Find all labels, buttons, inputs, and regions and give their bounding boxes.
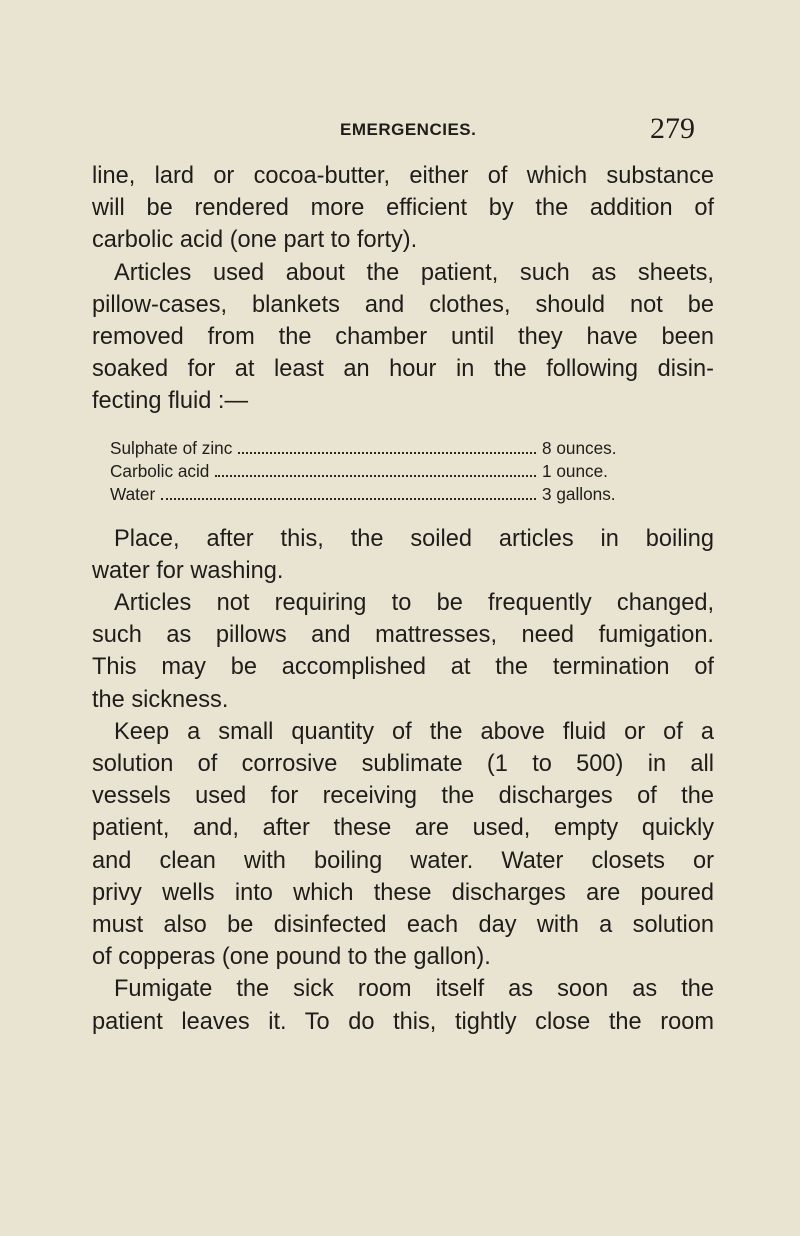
body-text bbox=[92, 160, 714, 1038]
text-line: removed from the chamber until they have been bbox=[92, 324, 714, 351]
text-line: soaked for at least an hour in the following disin- bbox=[92, 356, 714, 383]
text-line: such as pillows and mattresses, need fumigation. bbox=[92, 622, 714, 649]
paragraph-articles bbox=[92, 257, 714, 418]
page-number: 279 bbox=[650, 112, 695, 145]
text-line: of copperas (one pound to the gallon). bbox=[92, 944, 491, 971]
recipe-row bbox=[92, 437, 646, 460]
recipe-row bbox=[92, 460, 646, 483]
paragraph-place bbox=[92, 523, 714, 587]
text-line: must also be disinfected each day with a solution bbox=[92, 912, 714, 939]
paragraph-fumigate-room bbox=[92, 973, 714, 1037]
disinfecting-fluid-recipe bbox=[92, 437, 714, 506]
text-line: Articles not requiring to be frequently changed, bbox=[114, 590, 714, 617]
text-line: will be rendered more efficient by the addition of bbox=[92, 195, 714, 222]
text-line: Place, after this, the soiled articles in boiling bbox=[114, 525, 714, 552]
ingredient-quantity: 3 gallons. bbox=[542, 483, 616, 504]
text-line: privy wells into which these discharges are poured bbox=[92, 879, 714, 906]
ingredient-quantity: 8 ounces. bbox=[542, 437, 617, 458]
text-line: solution of corrosive sublimate (1 to 500) in all bbox=[92, 751, 714, 778]
text-line: Keep a small quantity of the above fluid or of a bbox=[114, 718, 714, 745]
ingredient-name: Sulphate of zinc bbox=[110, 437, 233, 458]
recipe-row bbox=[92, 483, 646, 506]
text-line: carbolic acid (one part to forty). bbox=[92, 227, 418, 254]
ingredient-name: Water bbox=[110, 483, 156, 504]
text-line: patient, and, after these are used, empty quickly bbox=[92, 815, 714, 842]
paragraph-keep-fluid bbox=[92, 716, 714, 974]
page-header bbox=[0, 112, 800, 152]
dot-leader bbox=[161, 498, 536, 500]
text-line: the sickness. bbox=[92, 686, 229, 713]
text-line: fecting fluid :— bbox=[92, 388, 249, 415]
ingredient-name: Carbolic acid bbox=[110, 460, 210, 481]
text-line: Fumigate the sick room itself as soon as the bbox=[114, 976, 714, 1003]
text-line: Articles used about the patient, such as sheets, bbox=[114, 259, 714, 286]
paragraph-continued bbox=[92, 160, 714, 257]
text-line: and clean with boiling water. Water closets or bbox=[92, 847, 714, 874]
text-line: patient leaves it. To do this, tightly close the room bbox=[92, 1008, 714, 1035]
text-line: vessels used for receiving the discharges of the bbox=[92, 783, 714, 810]
text-line: pillow-cases, blankets and clothes, should not be bbox=[92, 291, 714, 318]
text-line: This may be accomplished at the termination of bbox=[92, 654, 714, 681]
text-line: water for washing. bbox=[92, 557, 284, 584]
running-head: EMERGENCIES. bbox=[340, 120, 477, 139]
ingredient-quantity: 1 ounce. bbox=[542, 460, 608, 481]
text-line: line, lard or cocoa-butter, either of which substance bbox=[92, 163, 714, 189]
dot-leader bbox=[238, 452, 536, 454]
paragraph-fumigation bbox=[92, 587, 714, 716]
dot-leader bbox=[215, 475, 536, 477]
